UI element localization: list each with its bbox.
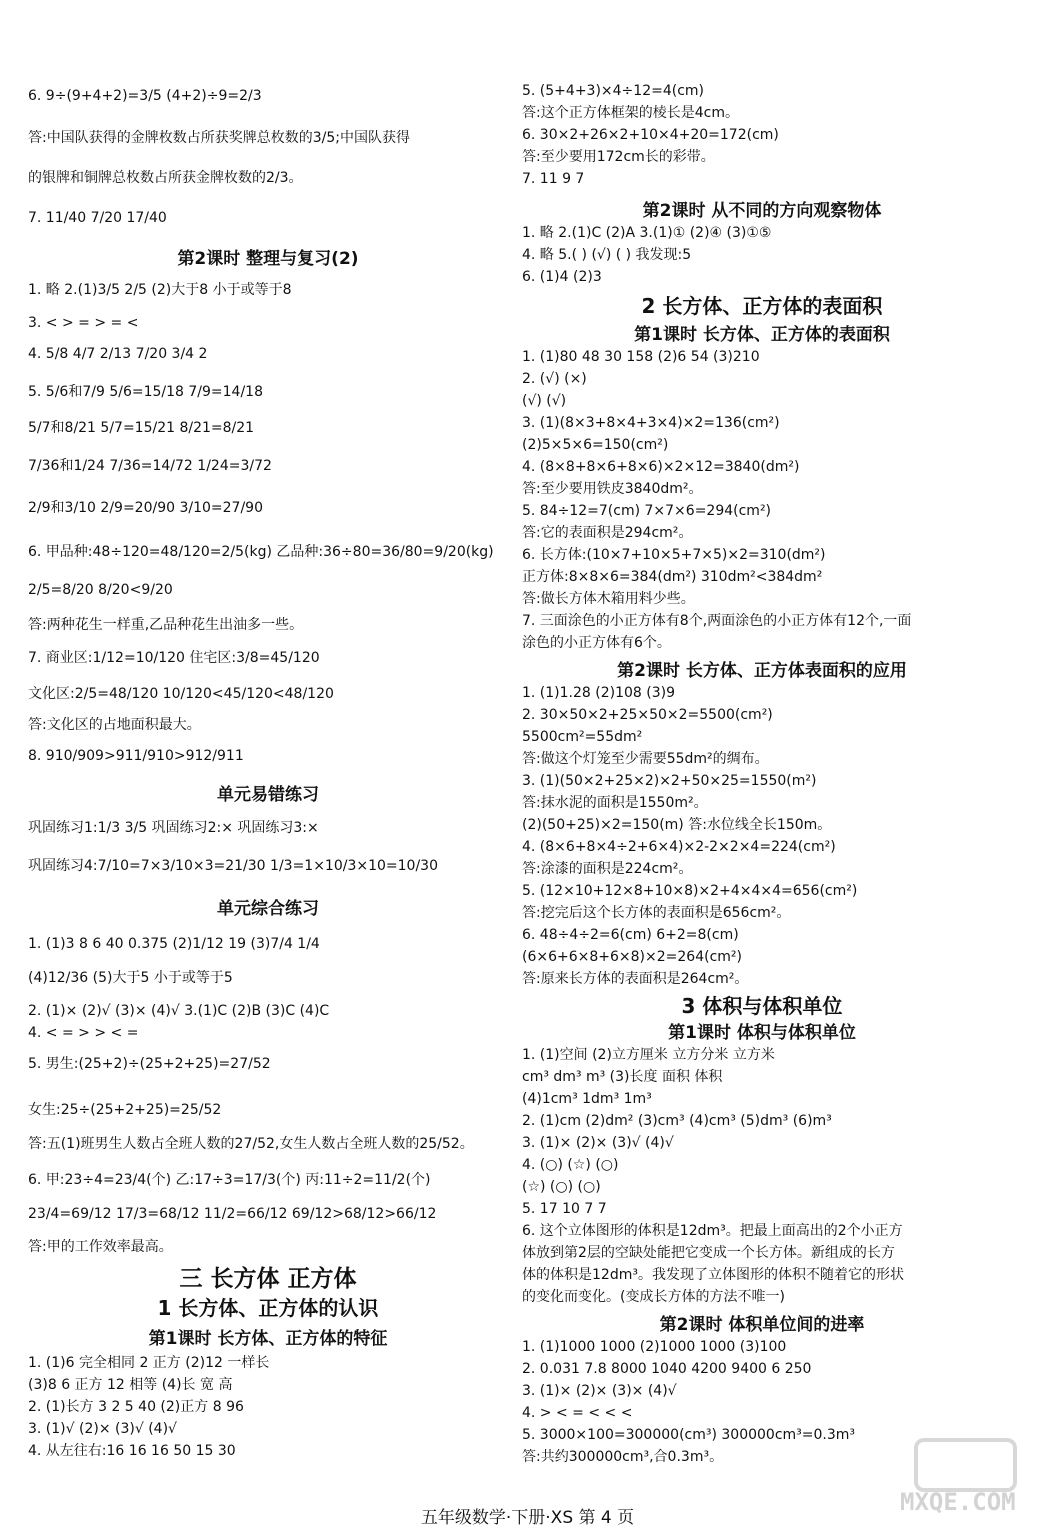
item-line: 6. 甲品种:48÷120=48/120=2/5(kg) 乙品种:36÷80=36/80=9/20(kg)	[28, 544, 494, 560]
item-line: 5. 男生:(25+2)÷(25+2+25)=27/52	[28, 1056, 271, 1072]
answer-line: 答:挖完后这个长方体的表面积是656cm²。	[522, 905, 791, 921]
item-line: 2. 30×50×2+25×50×2=5500(cm²)	[522, 707, 773, 723]
answer-line: 答:甲的工作效率最高。	[28, 1239, 173, 1255]
item-line: (4)1cm³ 1dm³ 1m³	[522, 1091, 652, 1107]
item-line: 4. 略 5.( ) (√) ( ) 我发现:5	[522, 247, 692, 263]
item-line: 6. 30×2+26×2+10×4+20=172(cm)	[522, 127, 779, 143]
lesson-heading: 第1课时 长方体、正方体的表面积	[634, 325, 890, 345]
item-line: 1. (1)6 完全相同 2 正方 (2)12 一样长	[28, 1355, 270, 1371]
item-line: 7. 11/40 7/20 17/40	[28, 210, 167, 226]
item-line: 1. (1)1000 1000 (2)1000 1000 (3)100	[522, 1339, 787, 1355]
item-line: 4. (8×8+8×6+8×6)×2×12=3840(dm²)	[522, 459, 800, 475]
item-line: (2)5×5×6=150(cm²)	[522, 437, 669, 453]
item-line: 6. 这个立体图形的体积是12dm³。把最上面高出的2个小正方	[522, 1223, 903, 1239]
section-heading: 单元易错练习	[217, 785, 319, 805]
item-line: 7. 商业区:1/12=10/120 住宅区:3/8=45/120	[28, 650, 320, 666]
item-line: 4. 5/8 4/7 2/13 7/20 3/4 2	[28, 346, 208, 362]
item-line: 1. 略 2.(1)C (2)A 3.(1)① (2)④ (3)①⑤	[522, 225, 772, 241]
item-line: 4. 从左往右:16 16 16 50 15 30	[28, 1443, 236, 1459]
item-line: 8. 910/909>911/910>912/911	[28, 748, 244, 764]
watermark-logo	[900, 1438, 1030, 1522]
item-line: 6. 甲:23÷4=23/4(个) 乙:17÷3=17/3(个) 丙:11÷2=11/2(个)	[28, 1172, 431, 1188]
item-line: 5500cm²=55dm²	[522, 729, 643, 745]
item-line: 5/7和8/21 5/7=15/21 8/21=8/21	[28, 420, 255, 436]
item-line: 3. (1)× (2)× (3)× (4)√	[522, 1383, 677, 1399]
item-line: 5. (5+4+3)×4÷12=4(cm)	[522, 83, 704, 99]
watermark-text: MXQE.COM	[900, 1488, 1016, 1516]
item-line: (√) (√)	[522, 393, 567, 409]
item-line: 2/5=8/20 8/20<9/20	[28, 582, 173, 598]
item-line: 5. 17 10 7 7	[522, 1201, 607, 1217]
item-line: 正方体:8×8×6=384(dm²) 310dm²<384dm²	[522, 569, 823, 585]
lesson-heading: 第2课时 体积单位间的进率	[659, 1315, 865, 1335]
item-line: 1. (1)1.28 (2)108 (3)9	[522, 685, 676, 701]
item-line: 4. < = > > < =	[28, 1025, 139, 1041]
item-line: 3. (1)× (2)× (3)√ (4)√	[522, 1135, 674, 1151]
item-line: 3. < > = > = <	[28, 315, 139, 331]
item-line: (3)8 6 正方 12 相等 (4)长 宽 高	[28, 1377, 233, 1393]
chapter-heading: 1 长方体、正方体的认识	[157, 1296, 379, 1320]
item-line: 6. 9÷(9+4+2)=3/5 (4+2)÷9=2/3	[28, 88, 262, 104]
answer-line: 答:它的表面积是294cm²。	[522, 525, 693, 541]
item-line: 文化区:2/5=48/120 10/120<45/120<48/120	[28, 686, 334, 702]
item-line: 1. (1)空间 (2)立方厘米 立方分米 立方米	[522, 1047, 775, 1063]
answer-line: 答:五(1)班男生人数占全班人数的27/52,女生人数占全班人数的25/52。	[28, 1136, 474, 1152]
item-line: 巩固练习4:7/10=7×3/10×3=21/30 1/3=1×10/3×10=10/30	[28, 858, 438, 874]
item-line: 2. (√) (×)	[522, 371, 587, 387]
item-line: 1. (1)3 8 6 40 0.375 (2)1/12 19 (3)7/4 1/4	[28, 936, 320, 952]
section-heading: 单元综合练习	[217, 899, 319, 919]
answer-line: 答:共约300000cm³,合0.3m³。	[522, 1449, 724, 1465]
answer-line: 答:涂漆的面积是224cm²。	[522, 861, 693, 877]
item-line: (6×6+6×8+6×8)×2=264(cm²)	[522, 949, 742, 965]
item-line: 2. (1)cm (2)dm² (3)cm³ (4)cm³ (5)dm³ (6)m³	[522, 1113, 832, 1129]
lesson-heading: 第1课时 体积与体积单位	[668, 1023, 856, 1043]
item-line: 5. 84÷12=7(cm) 7×7×6=294(cm²)	[522, 503, 772, 519]
item-line: 7. 三面涂色的小正方体有8个,两面涂色的小正方体有12个,一面	[522, 613, 912, 629]
item-line: 6. (1)4 (2)3	[522, 269, 602, 285]
item-line: 6. 长方体:(10×7+10×5+7×5)×2=310(dm²)	[522, 547, 826, 563]
item-line: 体的体积是12dm³。我发现了立体图形的体积不随着它的形状	[522, 1267, 904, 1283]
answer-line: 答:抹水泥的面积是1550m²。	[522, 795, 708, 811]
item-line: 4. (○) (☆) (○)	[522, 1157, 619, 1173]
item-line: 2. (1)× (2)√ (3)× (4)√ 3.(1)C (2)B (3)C (4)C	[28, 1003, 330, 1019]
item-line: 的银牌和铜牌总枚数占所获金牌枚数的2/3。	[28, 170, 303, 186]
item-line: 2/9和3/10 2/9=20/90 3/10=27/90	[28, 500, 263, 516]
unit-heading: 三 长方体 正方体	[179, 1266, 357, 1292]
item-line: (☆) (○) (○)	[522, 1179, 601, 1195]
chapter-heading: 3 体积与体积单位	[681, 994, 843, 1018]
item-line: 的变化而变化。(变成长方体的方法不唯一)	[522, 1289, 785, 1305]
lesson-heading: 第2课时 整理与复习(2)	[177, 249, 359, 269]
item-line: 5. 3000×100=300000(cm³) 300000cm³=0.3m³	[522, 1427, 856, 1443]
answer-line: 答:两种花生一样重,乙品种花生出油多一些。	[28, 617, 304, 633]
answer-line: 答:做这个灯笼至少需要55dm²的绸布。	[522, 751, 769, 767]
answer-line: 答:至少要用铁皮3840dm²。	[522, 481, 703, 497]
answer-line: 答:做长方体木箱用料少些。	[522, 591, 695, 607]
item-line: 体放到第2层的空缺处能把它变成一个长方体。新组成的长方	[522, 1245, 895, 1261]
item-line: 1. (1)80 48 30 158 (2)6 54 (3)210	[522, 349, 760, 365]
watermark-badge-icon	[914, 1438, 1017, 1492]
item-line: 3. (1)√ (2)× (3)√ (4)√	[28, 1421, 177, 1437]
answer-line: 答:这个正方体框架的棱长是4cm。	[522, 105, 739, 121]
item-line: 女生:25÷(25+2+25)=25/52	[28, 1102, 222, 1118]
item-line: 23/4=69/12 17/3=68/12 11/2=66/12 69/12>68/12>66/12	[28, 1206, 437, 1222]
item-line: 2. 0.031 7.8 8000 1040 4200 9400 6 250	[522, 1361, 812, 1377]
lesson-heading: 第2课时 从不同的方向观察物体	[642, 201, 882, 221]
item-line: 4. > < = < < <	[522, 1405, 633, 1421]
item-line: 5. (12×10+12×8+10×8)×2+4×4×4=656(cm²)	[522, 883, 858, 899]
item-line: (2)(50+25)×2=150(m) 答:水位线全长150m。	[522, 817, 832, 833]
chapter-heading: 2 长方体、正方体的表面积	[641, 294, 883, 318]
item-line: 巩固练习1:1/3 3/5 巩固练习2:× 巩固练习3:×	[28, 820, 319, 836]
item-line: cm³ dm³ m³ (3)长度 面积 体积	[522, 1069, 723, 1085]
item-line: 2. (1)长方 3 2 5 40 (2)正方 8 96	[28, 1399, 244, 1415]
item-line: 7/36和1/24 7/36=14/72 1/24=3/72	[28, 458, 272, 474]
item-line: 3. (1)(8×3+8×4+3×4)×2=136(cm²)	[522, 415, 780, 431]
item-line: 3. (1)(50×2+25×2)×2+50×25=1550(m²)	[522, 773, 817, 789]
answer-line: 答:至少要用172cm长的彩带。	[522, 149, 715, 165]
lesson-heading: 第2课时 长方体、正方体表面积的应用	[617, 661, 907, 681]
item-line: 1. 略 2.(1)3/5 2/5 (2)大于8 小于或等于8	[28, 282, 292, 298]
lesson-heading: 第1课时 长方体、正方体的特征	[148, 1329, 388, 1349]
item-line: (4)12/36 (5)大于5 小于或等于5	[28, 970, 233, 986]
item-line: 6. 48÷4÷2=6(cm) 6+2=8(cm)	[522, 927, 739, 943]
item-line: 5. 5/6和7/9 5/6=15/18 7/9=14/18	[28, 384, 263, 400]
page-footer: 五年级数学·下册·XS 第 4 页	[420, 1508, 635, 1528]
item-line: 答:中国队获得的金牌枚数占所获奖牌总枚数的3/5;中国队获得	[28, 130, 410, 146]
item-line: 4. (8×6+8×4÷2+6×4)×2-2×2×4=224(cm²)	[522, 839, 836, 855]
answer-line: 答:原来长方体的表面积是264cm²。	[522, 971, 749, 987]
item-line: 7. 11 9 7	[522, 171, 585, 187]
answer-line: 答:文化区的占地面积最大。	[28, 717, 201, 733]
item-line: 涂色的小正方体有6个。	[522, 635, 671, 651]
